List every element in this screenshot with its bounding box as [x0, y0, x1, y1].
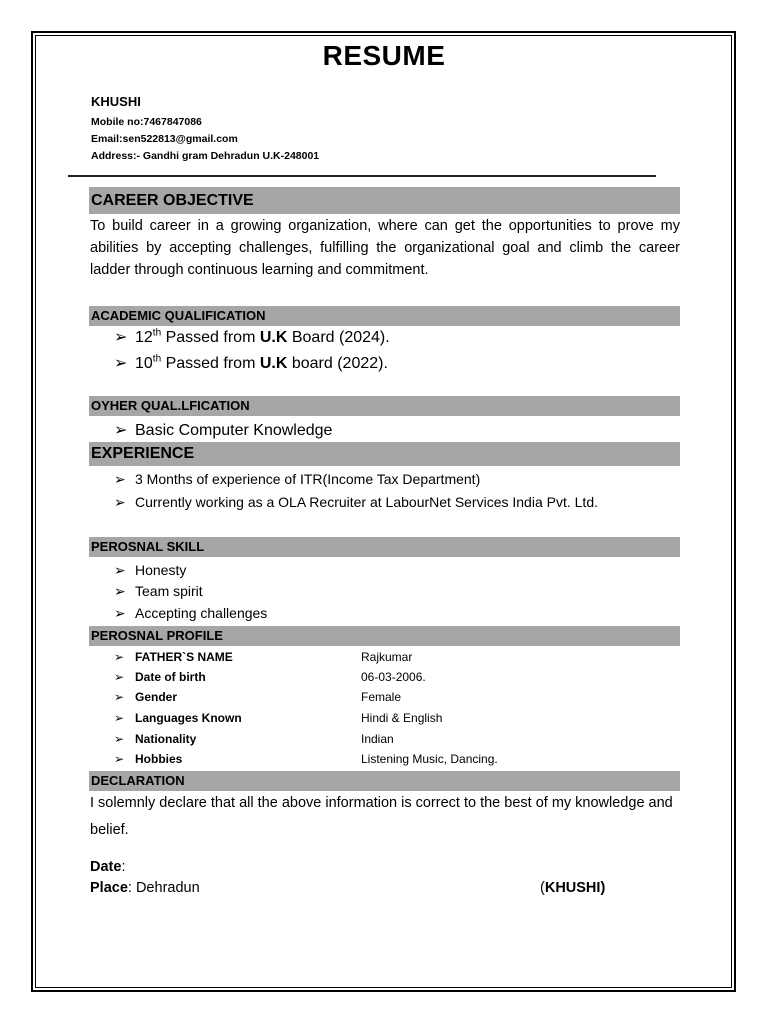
bullet-arrow-icon: ➢ [114, 732, 125, 746]
profile-row [114, 690, 401, 704]
profile-row [114, 670, 426, 684]
profile-label: Languages Known [135, 711, 242, 725]
profile-row [114, 650, 412, 664]
bullet-arrow-icon: ➢ [114, 711, 125, 725]
bullet-arrow-icon: ➢ [114, 583, 126, 599]
profile-value: Hindi & English [361, 711, 443, 725]
place-line [90, 880, 200, 896]
postal-address: Address:- Gandhi gram Dehradun U.K-248001 [91, 150, 320, 162]
profile-value: Female [361, 690, 402, 704]
profile-label: FATHER`S NAME [135, 650, 233, 664]
academic-item: ➢ 12th Passed from U.K Board (2024). [114, 327, 390, 346]
personal-profile-heading: PEROSNAL PROFILE [89, 626, 680, 646]
profile-label: Nationality [135, 732, 197, 746]
page-border-inner [35, 35, 732, 988]
email-address: Email:sen522813@gmail.com [91, 133, 238, 145]
academic-heading: ACADEMIC QUALIFICATION [89, 306, 680, 326]
other-qualification-heading: OYHER QUAL.LFICATION [89, 396, 680, 416]
skill-item: ➢ Accepting challenges [114, 605, 268, 621]
bullet-arrow-icon: ➢ [114, 605, 126, 621]
resume-title: RESUME [322, 40, 446, 71]
profile-row [114, 752, 498, 766]
skill-item: ➢ Honesty [114, 562, 187, 578]
academic-item: ➢ 10th Passed from U.K board (2022). [114, 353, 388, 372]
profile-label: Date of birth [135, 670, 206, 684]
profile-row [114, 711, 442, 725]
profile-value: Rajkumar [361, 650, 413, 664]
profile-label: Gender [135, 690, 178, 704]
bullet-arrow-icon: ➢ [114, 494, 126, 510]
declaration-text: I solemnly declare that all the above information is correct to the best of my knowledge and belief. [90, 795, 673, 838]
skill-item: ➢ Team spirit [114, 583, 203, 599]
bullet-arrow-icon: ➢ [114, 329, 128, 346]
candidate-name: KHUSHI [91, 94, 141, 109]
date-line: Date: [90, 859, 126, 875]
profile-value: Indian [361, 732, 394, 746]
profile-value: Listening Music, Dancing. [361, 752, 498, 766]
experience-item: ➢ 3 Months of experience of ITR(Income Tax Department) [114, 471, 481, 487]
place-label: Place [90, 880, 128, 896]
experience-heading: EXPERIENCE [89, 442, 680, 466]
bullet-arrow-icon: ➢ [114, 471, 126, 487]
date-label: Date [90, 859, 122, 875]
experience-item: ➢ Currently working as a OLA Recruiter at LabourNet Services India Pvt. Ltd. [114, 494, 598, 510]
declaration-heading: DECLARATION [89, 771, 680, 791]
bullet-arrow-icon: ➢ [114, 670, 125, 684]
bullet-arrow-icon: ➢ [114, 422, 128, 439]
bullet-arrow-icon: ➢ [114, 562, 126, 578]
signature-name: (KHUSHI) [540, 880, 606, 896]
profile-value: 06-03-2006. [361, 670, 426, 684]
header-divider [68, 175, 656, 177]
bullet-arrow-icon: ➢ [114, 752, 125, 766]
bullet-arrow-icon: ➢ [114, 355, 128, 372]
bullet-arrow-icon: ➢ [114, 650, 125, 664]
profile-row [114, 732, 394, 746]
profile-label: Hobbies [135, 752, 183, 766]
bullet-arrow-icon: ➢ [114, 690, 125, 704]
career-objective-heading: CAREER OBJECTIVE [89, 187, 680, 214]
mobile-number: Mobile no:7467847086 [91, 116, 202, 128]
career-objective-text: To build career in a growing organization, where can get the opportunities to prove my abilities by accepting challenges, fulfilling the organizational goal and climb the career ladder through continuous learning and commitment. [90, 218, 680, 278]
personal-skill-heading: PEROSNAL SKILL [89, 537, 680, 557]
other-qualification-item: ➢ Basic Computer Knowledge [114, 422, 333, 439]
place-value: : Dehradun [127, 880, 200, 896]
